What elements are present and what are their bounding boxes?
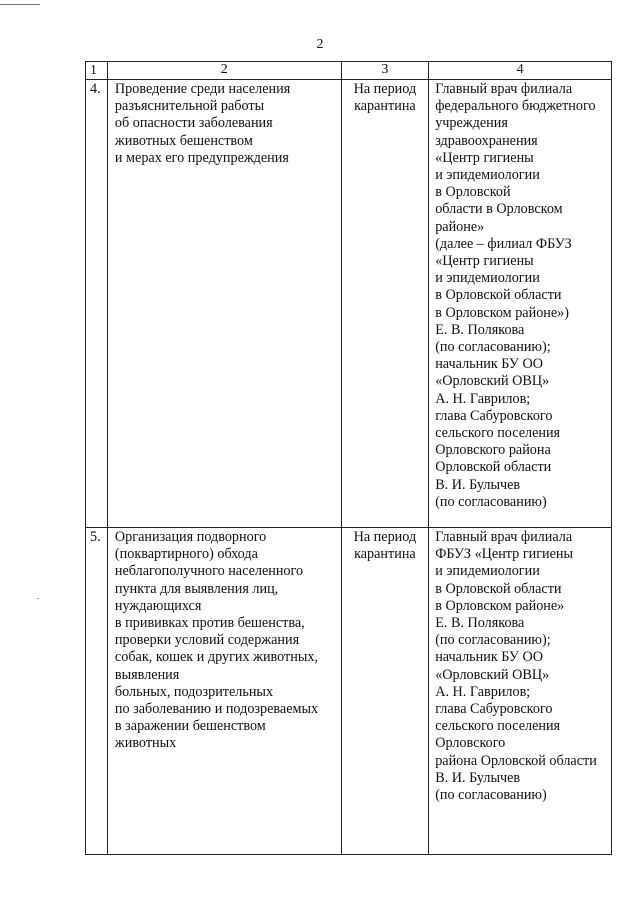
text-line: (по согласованию); bbox=[435, 339, 551, 356]
text-line: А. Н. Гаврилов; bbox=[435, 683, 531, 700]
text-line: начальник БУ ОО bbox=[435, 356, 543, 373]
text-line: Организация подворного bbox=[114, 529, 267, 545]
text-line: в Орловском районе») bbox=[435, 304, 569, 321]
text-line: в прививках против бешенства, bbox=[114, 615, 305, 632]
text-line: «Орловский ОВЦ» bbox=[435, 373, 550, 390]
text-line: области в Орловском bbox=[435, 201, 563, 218]
text-line: в Орловской bbox=[435, 184, 511, 201]
text-line: ФБУЗ «Центр гигиены bbox=[435, 546, 574, 563]
column-header: 1 bbox=[86, 62, 108, 80]
responsible-persons bbox=[429, 80, 612, 528]
text-line: животных бешенством bbox=[114, 132, 253, 149]
text-line: в Орловской области bbox=[435, 580, 562, 597]
text-line: района Орловской области bbox=[435, 752, 597, 769]
text-line: карантина bbox=[354, 546, 416, 563]
text-line: больных, подозрительных bbox=[114, 683, 274, 700]
text-line: и эпидемиологии bbox=[435, 563, 540, 580]
text-line: федерального бюджетного bbox=[435, 98, 596, 115]
table-row bbox=[86, 80, 612, 528]
text-line: и мерах его предупреждения bbox=[114, 149, 289, 166]
measures-table bbox=[85, 61, 612, 855]
text-line: по заболеванию и подозреваемых bbox=[114, 701, 319, 718]
measure-description bbox=[107, 80, 341, 528]
text-line: (по согласованию) bbox=[435, 787, 547, 804]
text-line: «Центр гигиены bbox=[435, 149, 534, 166]
text-line: здравоохранения bbox=[435, 132, 538, 149]
text-line: (по согласованию); bbox=[435, 632, 551, 649]
text-line: Орловской области bbox=[435, 459, 552, 476]
text-line: в Орловском районе» bbox=[435, 597, 565, 614]
row-number: 4. bbox=[86, 80, 108, 528]
text-line: сельского поселения bbox=[435, 718, 561, 735]
text-line: Орловского bbox=[435, 735, 506, 752]
text-line: Главный врач филиала bbox=[435, 81, 573, 97]
text-line: (поквартирного) обхода bbox=[114, 546, 258, 563]
text-line: нуждающихся bbox=[114, 597, 202, 614]
measure-description bbox=[107, 528, 341, 855]
text-line: выявления bbox=[114, 666, 180, 683]
text-line: А. Н. Гаврилов; bbox=[435, 390, 531, 407]
text-line: карантина bbox=[354, 98, 416, 115]
text-line: Орловского района bbox=[435, 442, 551, 459]
measure-period bbox=[341, 528, 429, 855]
page-number: 2 bbox=[316, 37, 324, 52]
scan-speck bbox=[37, 598, 39, 599]
text-line: учреждения bbox=[435, 115, 508, 132]
measure-period bbox=[341, 80, 429, 528]
text-line: неблагополучного населенного bbox=[114, 563, 304, 580]
text-line: На период bbox=[353, 81, 417, 97]
text-line: (далее – филиал ФБУЗ bbox=[435, 235, 572, 252]
text-line: глава Сабуровского bbox=[435, 701, 553, 718]
text-line: сельского поселения bbox=[435, 425, 561, 442]
text-line: (по согласованию) bbox=[435, 493, 547, 510]
column-header: 3 bbox=[341, 62, 429, 80]
text-line: На период bbox=[353, 529, 417, 545]
row-number: 5. bbox=[86, 528, 108, 855]
text-line: В. И. Булычев bbox=[435, 476, 521, 493]
text-line: об опасности заболевания bbox=[114, 115, 273, 132]
table-header-row bbox=[86, 62, 612, 80]
text-line: «Центр гигиены bbox=[435, 253, 534, 270]
table-row bbox=[86, 528, 612, 855]
text-line: и эпидемиологии bbox=[435, 167, 540, 184]
text-line: проверки условий содержания bbox=[114, 632, 300, 649]
text-line: и эпидемиологии bbox=[435, 270, 540, 287]
text-line: в Орловской области bbox=[435, 287, 562, 304]
scan-corner-mark bbox=[0, 0, 40, 5]
text-line: Проведение среди населения bbox=[114, 81, 291, 97]
column-header: 4 bbox=[429, 62, 612, 80]
text-line: Е. В. Полякова bbox=[435, 321, 525, 338]
text-line: начальник БУ ОО bbox=[435, 649, 543, 666]
text-line: разъяснительной работы bbox=[114, 98, 265, 115]
column-header: 2 bbox=[107, 62, 341, 80]
text-line: Е. В. Полякова bbox=[435, 615, 525, 632]
text-line: пункта для выявления лиц, bbox=[114, 580, 279, 597]
text-line: Главный врач филиала bbox=[435, 529, 573, 545]
text-line: животных bbox=[114, 735, 177, 752]
text-line: собак, кошек и других животных, bbox=[114, 649, 319, 666]
text-line: в заражении бешенством bbox=[114, 718, 266, 735]
responsible-persons bbox=[429, 528, 612, 855]
text-line: В. И. Булычев bbox=[435, 769, 521, 786]
text-line: глава Сабуровского bbox=[435, 407, 553, 424]
text-line: «Орловский ОВЦ» bbox=[435, 666, 550, 683]
text-line: районе» bbox=[435, 218, 485, 235]
